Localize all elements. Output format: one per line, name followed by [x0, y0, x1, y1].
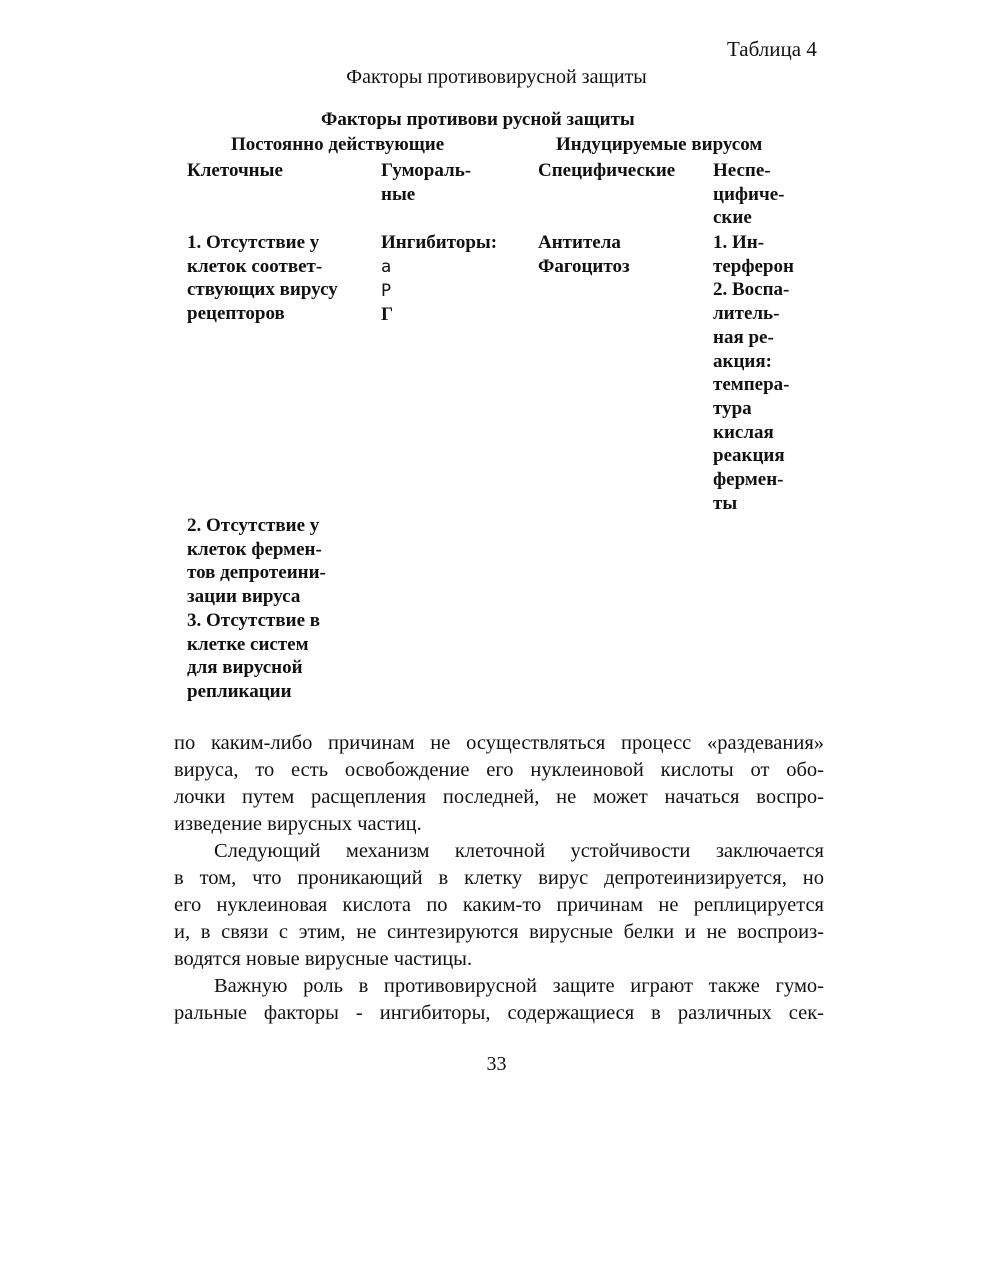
- cell-cellular-2-3: 2. Отсутствие у клеток фермен- тов депротеини- зации вируса 3. Отсутствие в клетке систем для вирусной репликации: [187, 515, 326, 702]
- text-line: по каким-либо причинам не осуществляться процесс «раздевания»: [174, 732, 824, 754]
- text-line: в том, что проникающий в клетку вирус депротеинизируется, но: [174, 867, 824, 889]
- text-line: Важную роль в противовирусной защите играют также гумо-: [214, 975, 824, 997]
- text-line: ральные факторы - ингибиторы, содержащиеся в различных сек-: [174, 1002, 824, 1024]
- body-text: [174, 730, 824, 1027]
- subheader-humoral: Гумораль- ные: [381, 160, 472, 205]
- text-line: Следующий механизм клеточной устойчивости заключается: [214, 840, 824, 862]
- table-header-induced: Индуцируемые вирусом: [556, 134, 763, 155]
- paragraph: [174, 838, 824, 973]
- humoral-item-c: Г: [381, 304, 394, 326]
- text-line: его нуклеиновая кислота по каким-то причинам не реплицируется: [174, 894, 824, 916]
- subheader-cellular: Клеточные: [187, 160, 283, 181]
- text-line: лочки путем расщепления последней, не может начаться воспро-: [174, 786, 824, 808]
- cell-nonspecific: 1. Ин- терферон 2. Воспа- литель- ная ре- акция: темпера- тура кислая реакция фермен- ты: [713, 232, 794, 514]
- cell-humoral-list: [381, 256, 393, 327]
- humoral-item-b: Р: [381, 280, 392, 301]
- subheader-specific: Специфические: [538, 160, 676, 181]
- page-number: 33: [486, 1053, 507, 1075]
- table-caption: Факторы противовирусной защиты: [346, 66, 647, 88]
- paragraph: [174, 730, 824, 838]
- cell-specific: Антитела Фагоцитоз: [538, 232, 630, 277]
- table-header-main: Факторы противови русной защиты: [321, 109, 635, 130]
- cell-cellular-1: 1. Отсутствие у клеток соответ- ствующих вирусу рецепторов: [187, 232, 338, 325]
- table-label: Таблица 4: [727, 37, 817, 61]
- text-line: и, в связи с этим, не синтезируются вирусные белки и не воспроиз-: [174, 921, 824, 943]
- cell-humoral-title: Ингибиторы:: [381, 232, 498, 253]
- humoral-item-a: а: [381, 257, 392, 277]
- text-line: изведение вирусных частиц.: [174, 813, 422, 835]
- text-line: водятся новые вирусные частицы.: [174, 948, 473, 970]
- text-line: вируса, то есть освобождение его нуклеиновой кислоты от обо-: [174, 759, 824, 781]
- table-header-constant: Постоянно действующие: [231, 134, 445, 155]
- subheader-nonspecific: Неспе- цифиче- ские: [713, 160, 785, 229]
- paragraph: [174, 973, 824, 1027]
